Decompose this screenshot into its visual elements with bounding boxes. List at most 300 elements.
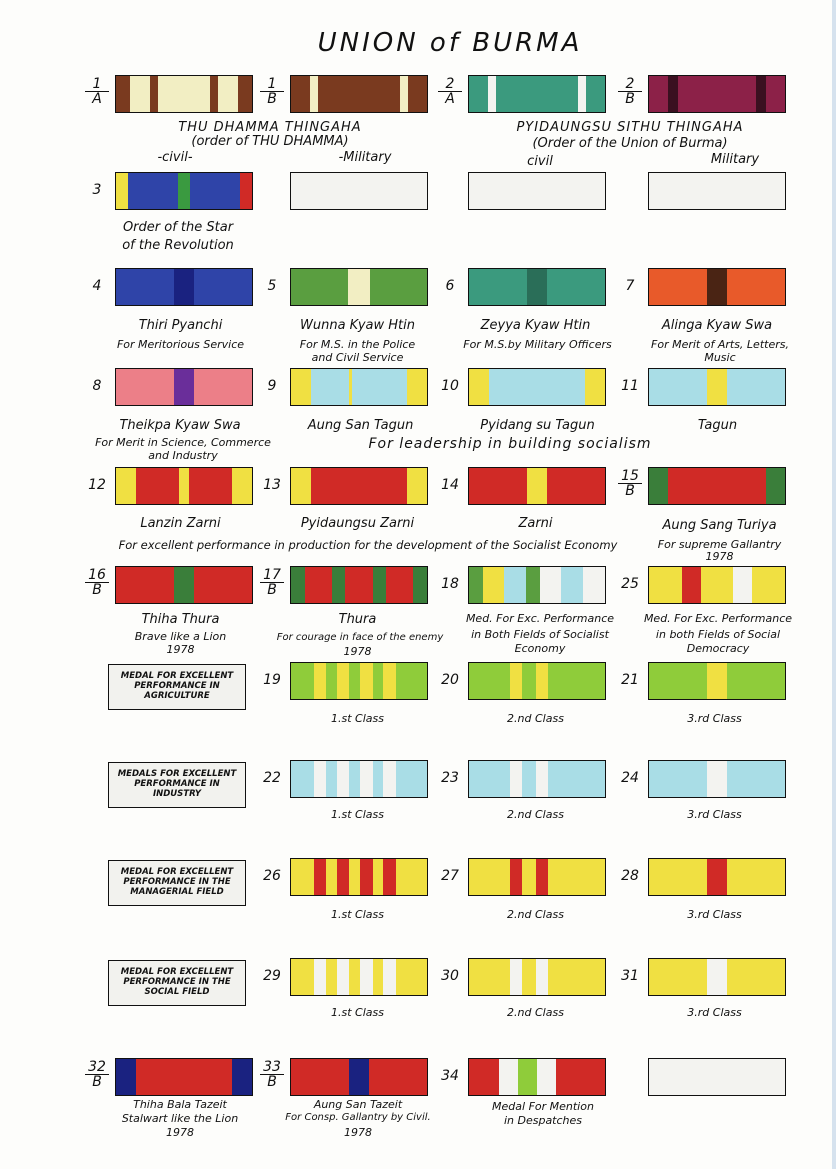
ribbon-stripe <box>522 761 536 797</box>
ribbon-stripe <box>537 1059 556 1095</box>
ribbon-35 <box>648 1058 786 1096</box>
ribbon-stripe <box>536 761 548 797</box>
caption-33: Aung San Tazeit <box>313 1098 403 1111</box>
ribbon-number-class: B <box>260 91 284 106</box>
ribbon-3b <box>290 172 428 210</box>
ribbon-number-class: B <box>260 582 284 597</box>
ribbon-number-23 <box>438 771 462 785</box>
caption-thu-dhamma: THU DHAMMA THINGAHA <box>178 120 362 135</box>
ribbon-stripe <box>407 468 427 504</box>
caption-civil-2: civil <box>527 154 553 169</box>
ribbon-number-29 <box>260 969 284 983</box>
caption-24-class: 3.rd Class <box>687 808 742 821</box>
caption-7: Alinga Kyaw Swa <box>661 318 773 333</box>
ribbon-stripe <box>383 859 395 895</box>
caption-4: Thiri Pyanchi <box>138 318 223 333</box>
ribbon-number-4 <box>85 279 109 293</box>
ribbon-7 <box>648 268 786 306</box>
ribbon-stripe <box>318 76 400 112</box>
ribbon-stripe <box>536 959 548 995</box>
ribbon-stripe <box>727 369 785 405</box>
ribbon-number-value: 34 <box>441 1068 459 1084</box>
ribbon-stripe <box>373 663 384 699</box>
ribbon-number-10 <box>438 379 462 393</box>
caption-31-class: 3.rd Class <box>687 1006 742 1019</box>
ribbon-stripe <box>373 761 384 797</box>
ribbon-number-value: 15 <box>621 468 639 484</box>
ribbon-stripe <box>499 1059 518 1095</box>
caption-10: Pyidang su Tagun <box>480 418 595 433</box>
ribbon-stripe <box>469 959 510 995</box>
ribbon-number-26 <box>260 869 284 883</box>
ribbon-stripe <box>179 468 190 504</box>
ribbon-14 <box>468 467 606 505</box>
ribbon-stripe <box>540 567 562 603</box>
ribbon-number-5 <box>260 279 284 293</box>
caption-5-sub2: and Civil Service <box>311 351 404 364</box>
caption-25: Med. For Exc. Performance <box>643 612 793 625</box>
ribbon-stripe <box>727 269 785 305</box>
ribbon-stripe <box>291 567 305 603</box>
ribbon-stripe <box>314 959 326 995</box>
ribbon-1b <box>290 75 428 113</box>
ribbon-stripe <box>349 761 360 797</box>
ribbon-13 <box>290 467 428 505</box>
ribbon-number-21 <box>618 673 642 687</box>
ribbon-number-30 <box>438 969 462 983</box>
caption-21-class: 3.rd Class <box>687 712 742 725</box>
ribbon-stripe <box>116 468 136 504</box>
ribbon-number-13 <box>260 478 284 492</box>
caption-8-sub2: and Industry <box>148 449 218 462</box>
ribbon-stripe <box>527 468 546 504</box>
ribbon-15b <box>648 467 786 505</box>
caption-17: Thura <box>338 612 377 627</box>
ribbon-stripe <box>561 567 583 603</box>
ribbon-stripe <box>522 959 536 995</box>
ribbon-number-17b <box>260 568 284 597</box>
caption-25-sub2: Democracy <box>686 642 750 655</box>
ribbon-number-value: 16 <box>88 567 106 583</box>
ribbon-stripe <box>649 1059 785 1095</box>
ribbon-stripe <box>373 859 384 895</box>
ribbon-stripe <box>469 468 527 504</box>
ribbon-number-class: A <box>438 91 462 106</box>
ribbon-number-value: 6 <box>445 278 455 294</box>
caption-5: Wunna Kyaw Htin <box>300 318 415 333</box>
caption-32-year: 1978 <box>166 1126 194 1139</box>
ribbon-26 <box>290 858 428 896</box>
ribbon-5 <box>290 268 428 306</box>
ribbon-stripe <box>469 1059 499 1095</box>
ribbon-stripe <box>337 859 349 895</box>
ribbon-30 <box>468 958 606 996</box>
ribbon-stripe <box>373 959 384 995</box>
ribbon-stripe <box>668 76 678 112</box>
ribbon-stripe <box>291 663 314 699</box>
ribbon-number-value: 10 <box>441 378 459 394</box>
ribbon-number-value: 22 <box>263 770 281 786</box>
ribbon-stripe <box>240 173 252 209</box>
caption-6-sub: For M.S.by Military Officers <box>463 338 612 351</box>
ribbon-stripe <box>752 567 785 603</box>
ribbon-number-value: 28 <box>621 868 639 884</box>
ribbon-stripe <box>413 567 427 603</box>
ribbon-stripe <box>469 369 489 405</box>
ribbon-4 <box>115 268 253 306</box>
ribbon-number-value: 7 <box>625 278 635 294</box>
ribbon-stripe <box>349 1059 368 1095</box>
caption-18-sub2: Economy <box>514 642 566 655</box>
caption-performance: For excellent performance in production for the development of the Socialist Economy <box>118 538 618 552</box>
ribbon-number-33b <box>260 1060 284 1089</box>
ribbon-stripe <box>586 76 605 112</box>
ribbon-stripe <box>766 468 785 504</box>
ribbon-number-value: 25 <box>621 576 639 592</box>
ribbon-stripe <box>396 959 427 995</box>
caption-17-sub: For courage in face of the enemy <box>276 632 444 643</box>
ribbon-33b <box>290 1058 428 1096</box>
ribbon-stripe <box>190 173 239 209</box>
ribbon-stripe <box>678 76 757 112</box>
ribbon-16b <box>115 566 253 604</box>
caption-5-sub: For M.S. in the Police <box>299 338 416 351</box>
ribbon-stripe <box>396 761 427 797</box>
ribbon-number-9 <box>260 379 284 393</box>
ribbon-number-value: 19 <box>263 672 281 688</box>
ribbon-stripe <box>707 663 726 699</box>
ribbon-stripe <box>488 76 496 112</box>
ribbon-stripe <box>469 663 510 699</box>
caption-13: Pyidaungsu Zarni <box>300 516 415 531</box>
ribbon-29 <box>290 958 428 996</box>
caption-7-sub: For Merit of Arts, Letters, <box>651 338 789 351</box>
ribbon-stripe <box>707 369 726 405</box>
ribbon-stripe <box>556 1059 605 1095</box>
ribbon-number-value: 8 <box>92 378 102 394</box>
caption-28-class: 3.rd Class <box>687 908 742 921</box>
ribbon-number-value: 1 <box>267 76 277 92</box>
ribbon-stripe <box>310 76 318 112</box>
ribbon-number-value: 20 <box>441 672 459 688</box>
ribbon-stripe <box>707 959 726 995</box>
ribbon-stripe <box>337 663 349 699</box>
ribbon-number-value: 2 <box>445 76 455 92</box>
ribbon-20 <box>468 662 606 700</box>
ribbon-11 <box>648 368 786 406</box>
ribbon-stripe <box>291 76 310 112</box>
ribbon-stripe <box>536 859 548 895</box>
caption-4-sub: For Meritorious Service <box>116 338 245 351</box>
ribbon-stripe <box>150 76 158 112</box>
ribbon-stripe <box>311 468 406 504</box>
ribbon-stripe <box>194 369 252 405</box>
caption-pyidaungsu-sub: (Order of the Union of Burma) <box>532 136 728 151</box>
ribbon-stripe <box>510 761 522 797</box>
ribbon-3c <box>468 172 606 210</box>
caption-15: Aung Sang Turiya <box>662 518 777 533</box>
medal-category-label: MEDAL FOR EXCELLENT PERFORMANCE IN AGRICULTURE <box>108 664 246 710</box>
ribbon-stripe <box>174 369 193 405</box>
caption-15-sub: For supreme Gallantry <box>657 538 782 551</box>
ribbon-number-class: B <box>618 91 642 106</box>
ribbon-34 <box>468 1058 606 1096</box>
ribbon-stripe <box>527 269 546 305</box>
ribbon-stripe <box>337 959 349 995</box>
ribbon-number-value: 21 <box>621 672 639 688</box>
ribbon-number-value: 18 <box>441 576 459 592</box>
ribbon-3d <box>648 172 786 210</box>
ribbon-stripe <box>174 567 193 603</box>
ribbon-stripe <box>489 369 584 405</box>
ribbon-stripe <box>504 567 526 603</box>
ribbon-number-28 <box>618 869 642 883</box>
caption-military-1: -Military <box>338 150 392 165</box>
ribbon-stripe <box>668 468 766 504</box>
ribbon-stripe <box>649 468 668 504</box>
ribbon-stripe <box>291 468 311 504</box>
ribbon-stripe <box>314 761 326 797</box>
ribbon-number-value: 1 <box>92 76 102 92</box>
caption-27-class: 2.nd Class <box>507 908 564 921</box>
caption-9: Aung San Tagun <box>307 418 414 433</box>
ribbon-stripe <box>408 76 427 112</box>
ribbon-stripe <box>291 1059 349 1095</box>
ribbon-stripe <box>727 761 785 797</box>
ribbon-stripe <box>469 567 483 603</box>
ribbon-stripe <box>727 663 785 699</box>
ribbon-number-value: 3 <box>92 182 102 198</box>
ribbon-18 <box>468 566 606 604</box>
caption-33-year: 1978 <box>344 1126 372 1139</box>
ribbon-22 <box>290 760 428 798</box>
caption-32: Thiha Bala Tazeit <box>133 1098 227 1111</box>
ribbon-number-value: 14 <box>441 477 459 493</box>
ribbon-stripe <box>727 959 785 995</box>
ribbon-stripe <box>386 567 413 603</box>
caption-18-sub: in Both Fields of Socialist <box>471 628 609 641</box>
ribbon-stripe <box>370 269 427 305</box>
caption-military-2: Military <box>710 152 760 167</box>
ribbon-stripe <box>585 369 605 405</box>
caption-12: Lanzin Zarni <box>140 516 221 531</box>
ribbon-number-7 <box>618 279 642 293</box>
ribbon-stripe <box>128 173 177 209</box>
ribbon-stripe <box>733 567 752 603</box>
ribbon-stripe <box>510 663 522 699</box>
ribbon-1a <box>115 75 253 113</box>
ribbon-stripe <box>469 859 510 895</box>
caption-15-year: 1978 <box>705 550 734 563</box>
ribbon-2a <box>468 75 606 113</box>
ribbon-stripe <box>483 567 505 603</box>
ribbon-stripe <box>291 173 427 209</box>
ribbon-number-value: 11 <box>621 378 639 394</box>
ribbon-stripe <box>349 663 360 699</box>
ribbon-stripe <box>116 369 174 405</box>
ribbon-number-25 <box>618 577 642 591</box>
ribbon-number-value: 5 <box>267 278 277 294</box>
ribbon-stripe <box>326 959 337 995</box>
ribbon-31 <box>648 958 786 996</box>
caption-7-sub2: Music <box>704 351 736 364</box>
caption-8-sub: For Merit in Science, Commerce <box>95 436 271 449</box>
ribbon-stripe <box>727 859 785 895</box>
ribbon-stripe <box>522 859 536 895</box>
ribbon-stripe <box>518 1059 537 1095</box>
ribbon-stripe <box>649 567 682 603</box>
ribbon-number-20 <box>438 673 462 687</box>
ribbon-27 <box>468 858 606 896</box>
ribbon-stripe <box>682 567 701 603</box>
ribbon-stripe <box>548 761 605 797</box>
ribbon-stripe <box>369 1059 427 1095</box>
ribbon-21 <box>648 662 786 700</box>
ribbon-stripe <box>291 959 314 995</box>
ribbon-stripe <box>189 468 231 504</box>
ribbon-stripe <box>548 663 605 699</box>
ribbon-number-class: B <box>85 582 109 597</box>
ribbon-number-value: 17 <box>263 567 281 583</box>
ribbon-stripe <box>396 859 427 895</box>
ribbon-stripe <box>116 173 128 209</box>
caption-30-class: 2.nd Class <box>507 1006 564 1019</box>
ribbon-stripe <box>326 761 337 797</box>
ribbon-25 <box>648 566 786 604</box>
ribbon-number-19 <box>260 673 284 687</box>
ribbon-stripe <box>510 859 522 895</box>
ribbon-stripe <box>238 76 252 112</box>
ribbon-stripe <box>194 269 252 305</box>
ribbon-stripe <box>218 76 238 112</box>
ribbon-stripe <box>707 859 726 895</box>
ribbon-stripe <box>701 567 734 603</box>
ribbon-stripe <box>469 269 527 305</box>
ribbon-stripe <box>326 859 337 895</box>
ribbon-number-34 <box>438 1069 462 1083</box>
ribbon-number-15b <box>618 469 642 498</box>
medal-category-label: MEDALS FOR EXCELLENT PERFORMANCE IN INDUSTRY <box>108 762 246 808</box>
ribbon-stripe <box>326 663 337 699</box>
ribbon-3 <box>115 172 253 210</box>
ribbon-number-value: 2 <box>625 76 635 92</box>
ribbon-stripe <box>348 269 370 305</box>
ribbon-9 <box>290 368 428 406</box>
ribbon-12 <box>115 467 253 505</box>
caption-34: Medal For Mention <box>492 1100 594 1113</box>
ribbon-stripe <box>116 76 130 112</box>
ribbon-number-value: 4 <box>92 278 102 294</box>
caption-civil-1: -civil- <box>157 150 193 165</box>
ribbon-stripe <box>178 173 190 209</box>
ribbon-number-value: 32 <box>88 1059 106 1075</box>
ribbon-stripe <box>407 369 427 405</box>
ribbon-number-6 <box>438 279 462 293</box>
ribbon-2b <box>648 75 786 113</box>
ribbon-stripe <box>232 468 252 504</box>
ribbon-stripe <box>116 567 174 603</box>
ribbon-number-12 <box>85 478 109 492</box>
ribbon-stripe <box>337 761 349 797</box>
ribbon-stripe <box>291 369 311 405</box>
ribbon-stripe <box>649 369 707 405</box>
ribbon-stripe <box>314 859 326 895</box>
ribbon-stripe <box>536 663 548 699</box>
caption-11: Tagun <box>697 418 738 433</box>
caption-pyidaungsu: PYIDAUNGSU SITHU THINGAHA <box>516 120 744 135</box>
ribbon-32b <box>115 1058 253 1096</box>
ribbon-stripe <box>469 173 605 209</box>
ribbon-number-32b <box>85 1060 109 1089</box>
caption-leadership: For leadership in building socialism <box>368 436 652 452</box>
ribbon-number-2a <box>438 77 462 106</box>
caption-17-year: 1978 <box>343 645 372 658</box>
caption-star-2: of the Revolution <box>122 238 234 253</box>
ribbon-number-22 <box>260 771 284 785</box>
ribbon-stripe <box>649 959 707 995</box>
caption-8: Theikpa Kyaw Swa <box>119 418 241 433</box>
ribbon-stripe <box>314 663 326 699</box>
caption-16: Thiha Thura <box>141 612 220 627</box>
ribbon-number-2b <box>618 77 642 106</box>
ribbon-stripe <box>136 1059 231 1095</box>
ribbon-stripe <box>360 761 372 797</box>
ribbon-stripe <box>522 663 536 699</box>
ribbon-stripe <box>526 567 540 603</box>
caption-26-class: 1.st Class <box>331 908 384 921</box>
ribbon-stripe <box>116 269 174 305</box>
ribbon-stripe <box>547 269 605 305</box>
caption-22-class: 1.st Class <box>331 808 384 821</box>
ribbon-stripe <box>383 663 395 699</box>
caption-32-sub: Stalwart like the Lion <box>121 1112 239 1125</box>
ribbon-stripe <box>345 567 372 603</box>
ribbon-stripe <box>158 76 210 112</box>
ribbon-stripe <box>510 959 522 995</box>
ribbon-number-value: 31 <box>621 968 639 984</box>
ribbon-stripe <box>496 76 578 112</box>
ribbon-number-11 <box>618 379 642 393</box>
ribbon-23 <box>468 760 606 798</box>
ribbon-number-value: 13 <box>263 477 281 493</box>
ribbon-19 <box>290 662 428 700</box>
caption-19-class: 1.st Class <box>331 712 384 725</box>
ribbon-stripe <box>469 76 488 112</box>
ribbon-stripe <box>194 567 252 603</box>
caption-33-sub: For Consp. Gallantry by Civil. <box>285 1112 431 1123</box>
ribbon-number-value: 23 <box>441 770 459 786</box>
caption-18: Med. For Exc. Performance <box>465 612 615 625</box>
ribbon-number-27 <box>438 869 462 883</box>
ribbon-stripe <box>291 761 314 797</box>
medal-category-label: MEDAL FOR EXCELLENT PERFORMANCE IN THE SOCIAL FIELD <box>108 960 246 1006</box>
ribbon-stripe <box>352 369 406 405</box>
ribbon-number-16b <box>85 568 109 597</box>
caption-thu-dhamma-sub: (order of THU DHAMMA) <box>191 134 349 149</box>
ribbon-stripe <box>305 567 332 603</box>
page-title: UNION of BURMA <box>317 28 583 58</box>
ribbon-10 <box>468 368 606 406</box>
ribbon-number-value: 33 <box>263 1059 281 1075</box>
ribbon-number-value: 24 <box>621 770 639 786</box>
caption-29-class: 1.st Class <box>331 1006 384 1019</box>
caption-16-year: 1978 <box>166 643 195 656</box>
ribbon-stripe <box>396 663 427 699</box>
page-edge <box>832 0 836 1169</box>
ribbon-stripe <box>383 761 395 797</box>
ribbon-17b <box>290 566 428 604</box>
caption-14: Zarni <box>518 516 553 531</box>
